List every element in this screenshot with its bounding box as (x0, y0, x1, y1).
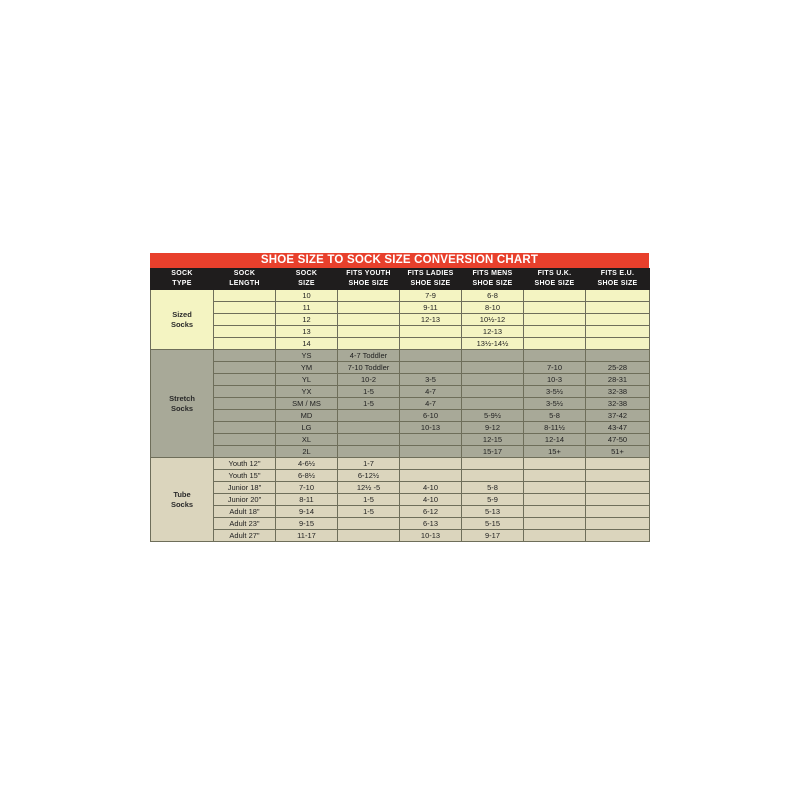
table-cell: 37-42 (586, 410, 650, 422)
table-cell: 6-8½ (276, 470, 338, 482)
table-cell (338, 290, 400, 302)
table-cell (524, 506, 586, 518)
table-cell: 8-10 (462, 302, 524, 314)
table-cell: 15-17 (462, 446, 524, 458)
table-cell (400, 326, 462, 338)
table-cell: 10 (276, 290, 338, 302)
table-cell (524, 326, 586, 338)
table-cell: 2L (276, 446, 338, 458)
table-row (151, 302, 650, 314)
table-cell (338, 530, 400, 542)
table-cell: MD (276, 410, 338, 422)
table-cell (462, 362, 524, 374)
table-cell (400, 362, 462, 374)
table-cell: 1-5 (338, 398, 400, 410)
table-cell: 4-7 Toddler (338, 350, 400, 362)
table-cell (524, 338, 586, 350)
table-cell: Youth 15" (214, 470, 276, 482)
table-row (151, 398, 650, 410)
column-header-line: FITS YOUTH (346, 270, 391, 277)
table-cell: 10-3 (524, 374, 586, 386)
table-cell: Adult 18" (214, 506, 276, 518)
table-cell: YM (276, 362, 338, 374)
table-cell (524, 494, 586, 506)
table-cell (586, 290, 650, 302)
column-header-line: LENGTH (229, 280, 260, 287)
table-cell: 32-38 (586, 398, 650, 410)
table-cell (338, 410, 400, 422)
table-cell: Youth 12" (214, 458, 276, 470)
table-cell: 6-13 (400, 518, 462, 530)
table-cell: 6-12½ (338, 470, 400, 482)
table-cell: 7-9 (400, 290, 462, 302)
table-cell: 4-7 (400, 398, 462, 410)
table-cell: 25-28 (586, 362, 650, 374)
table-row (151, 518, 650, 530)
column-header-line: TYPE (172, 280, 192, 287)
sock-type-cell (151, 458, 214, 542)
table-row (151, 458, 650, 470)
table-row (151, 314, 650, 326)
table-cell (214, 410, 276, 422)
table-cell (400, 434, 462, 446)
table-cell: 13 (276, 326, 338, 338)
table-cell: 10½-12 (462, 314, 524, 326)
table-cell (400, 458, 462, 470)
table-cell: 32-38 (586, 386, 650, 398)
table-cell: 12½ -5 (338, 482, 400, 494)
column-header (151, 269, 214, 290)
sock-type-label: Socks (170, 319, 194, 329)
table-cell: 1-5 (338, 494, 400, 506)
table-cell (338, 302, 400, 314)
table-cell: 10-13 (400, 422, 462, 434)
column-header-line: FITS LADIES (407, 270, 454, 277)
table-cell: 5-9 (462, 494, 524, 506)
sock-type-cell (151, 350, 214, 458)
table-cell: 7-10 Toddler (338, 362, 400, 374)
table-row (151, 374, 650, 386)
table-cell (400, 338, 462, 350)
column-header (338, 269, 400, 290)
table-cell: SM / MS (276, 398, 338, 410)
table-cell (338, 422, 400, 434)
table-cell: 8-11½ (524, 422, 586, 434)
table-cell: Adult 27" (214, 530, 276, 542)
table-cell (214, 398, 276, 410)
table-cell: 10-13 (400, 530, 462, 542)
table-cell: 12 (276, 314, 338, 326)
column-header (462, 269, 524, 290)
table-cell (214, 386, 276, 398)
table-cell: 5-9½ (462, 410, 524, 422)
chart-title: SHOE SIZE TO SOCK SIZE CONVERSION CHART (150, 253, 649, 268)
table-cell: 15+ (524, 446, 586, 458)
table-cell (462, 386, 524, 398)
table-cell: 9-15 (276, 518, 338, 530)
table-row (151, 422, 650, 434)
table-row (151, 506, 650, 518)
table-row (151, 494, 650, 506)
table-cell (338, 434, 400, 446)
table-cell (400, 350, 462, 362)
table-cell (524, 302, 586, 314)
table-cell (338, 326, 400, 338)
table-cell (586, 314, 650, 326)
table-cell: 5-15 (462, 518, 524, 530)
table-cell (586, 482, 650, 494)
table-cell: 9-12 (462, 422, 524, 434)
table-cell (214, 362, 276, 374)
table-cell (214, 338, 276, 350)
table-cell (338, 518, 400, 530)
table-cell (214, 350, 276, 362)
column-header-line: SOCK (233, 270, 256, 277)
table-cell (400, 446, 462, 458)
table-row (151, 470, 650, 482)
table-cell: 1-5 (338, 386, 400, 398)
table-row (151, 386, 650, 398)
table-cell (338, 338, 400, 350)
table-cell (462, 398, 524, 410)
table-cell (214, 290, 276, 302)
table-row (151, 290, 650, 302)
table-cell: 11-17 (276, 530, 338, 542)
table-cell: 12-13 (400, 314, 462, 326)
table-cell: 3-5½ (524, 398, 586, 410)
column-header (400, 269, 462, 290)
table-cell (524, 350, 586, 362)
table-cell: 5-8 (524, 410, 586, 422)
table-cell: 6-10 (400, 410, 462, 422)
table-row (151, 482, 650, 494)
table-cell: Junior 20" (214, 494, 276, 506)
table-cell: LG (276, 422, 338, 434)
table-cell: 3-5 (400, 374, 462, 386)
column-header-line: SHOE SIZE (534, 280, 575, 287)
sock-type-label: Stretch (169, 393, 195, 403)
table-cell (214, 422, 276, 434)
table-cell: 1-5 (338, 506, 400, 518)
column-header (586, 269, 650, 290)
table-cell (586, 494, 650, 506)
column-header-line: SHOE SIZE (472, 280, 513, 287)
table-cell (214, 374, 276, 386)
table-cell (524, 314, 586, 326)
table-cell (524, 482, 586, 494)
column-header-line: SHOE SIZE (348, 280, 389, 287)
table-cell: 13½-14½ (462, 338, 524, 350)
sock-type-label: Tube (173, 489, 191, 499)
table-cell: XL (276, 434, 338, 446)
table-cell (462, 470, 524, 482)
table-cell: 6-8 (462, 290, 524, 302)
table-cell (462, 350, 524, 362)
table-cell: YX (276, 386, 338, 398)
table-cell (524, 530, 586, 542)
table-cell: YS (276, 350, 338, 362)
table-cell: 6-12 (400, 506, 462, 518)
table-row (151, 446, 650, 458)
table-cell: 43-47 (586, 422, 650, 434)
table-cell: 14 (276, 338, 338, 350)
column-header-line: SHOE SIZE (410, 280, 451, 287)
conversion-chart (150, 253, 649, 542)
column-header-line: FITS U.K. (537, 270, 572, 277)
column-header-line: FITS E.U. (600, 270, 635, 277)
table-row (151, 530, 650, 542)
table-cell (338, 446, 400, 458)
table-cell (586, 470, 650, 482)
table-row (151, 350, 650, 362)
table-cell: Adult 23" (214, 518, 276, 530)
column-header-line: SOCK (295, 270, 318, 277)
table-cell (400, 470, 462, 482)
table-cell (462, 374, 524, 386)
table-cell: 10-2 (338, 374, 400, 386)
table-cell (586, 506, 650, 518)
table-cell: 3-5½ (524, 386, 586, 398)
header-row (151, 269, 650, 290)
table-cell (586, 518, 650, 530)
table-row (151, 362, 650, 374)
column-header-line: SOCK (171, 270, 193, 277)
table-cell: YL (276, 374, 338, 386)
table-cell (214, 434, 276, 446)
table-cell: 9-17 (462, 530, 524, 542)
table-cell (214, 302, 276, 314)
table-cell: 12-15 (462, 434, 524, 446)
column-header-line: SHOE SIZE (597, 280, 638, 287)
table-cell: 11 (276, 302, 338, 314)
table-cell: 5-8 (462, 482, 524, 494)
sock-type-label: Socks (170, 403, 194, 413)
table-cell (586, 350, 650, 362)
table-cell: 9-11 (400, 302, 462, 314)
table-cell: 4-10 (400, 482, 462, 494)
table-cell: 7-10 (524, 362, 586, 374)
table-cell (524, 470, 586, 482)
table-cell: 4-7 (400, 386, 462, 398)
table-row (151, 410, 650, 422)
table-cell (586, 458, 650, 470)
table-cell: 1-7 (338, 458, 400, 470)
table-cell (524, 518, 586, 530)
table-row (151, 338, 650, 350)
table-cell: 4-10 (400, 494, 462, 506)
table-cell: Junior 18" (214, 482, 276, 494)
table-cell (214, 326, 276, 338)
column-header-line: SIZE (298, 280, 315, 287)
table-row (151, 434, 650, 446)
column-header (276, 269, 338, 290)
table-row (151, 326, 650, 338)
table-cell: 47-50 (586, 434, 650, 446)
table-cell (214, 446, 276, 458)
table-cell (586, 530, 650, 542)
table-cell (214, 314, 276, 326)
column-header (214, 269, 276, 290)
table-cell: 51+ (586, 446, 650, 458)
sock-type-label: Socks (170, 499, 194, 509)
sock-type-label: Sized (172, 309, 192, 319)
sock-type-cell (151, 290, 214, 350)
table-cell: 8-11 (276, 494, 338, 506)
table-cell: 12-13 (462, 326, 524, 338)
conversion-table (150, 268, 650, 542)
table-cell (586, 338, 650, 350)
table-cell (338, 314, 400, 326)
table-cell: 9-14 (276, 506, 338, 518)
table-cell: 28-31 (586, 374, 650, 386)
table-cell: 4-6½ (276, 458, 338, 470)
column-header (524, 269, 586, 290)
table-cell (524, 458, 586, 470)
table-cell (524, 290, 586, 302)
table-cell (586, 326, 650, 338)
table-cell: 12-14 (524, 434, 586, 446)
table-cell: 7-10 (276, 482, 338, 494)
table-cell: 5-13 (462, 506, 524, 518)
table-cell (586, 302, 650, 314)
column-header-line: FITS MENS (472, 270, 513, 277)
table-cell (462, 458, 524, 470)
